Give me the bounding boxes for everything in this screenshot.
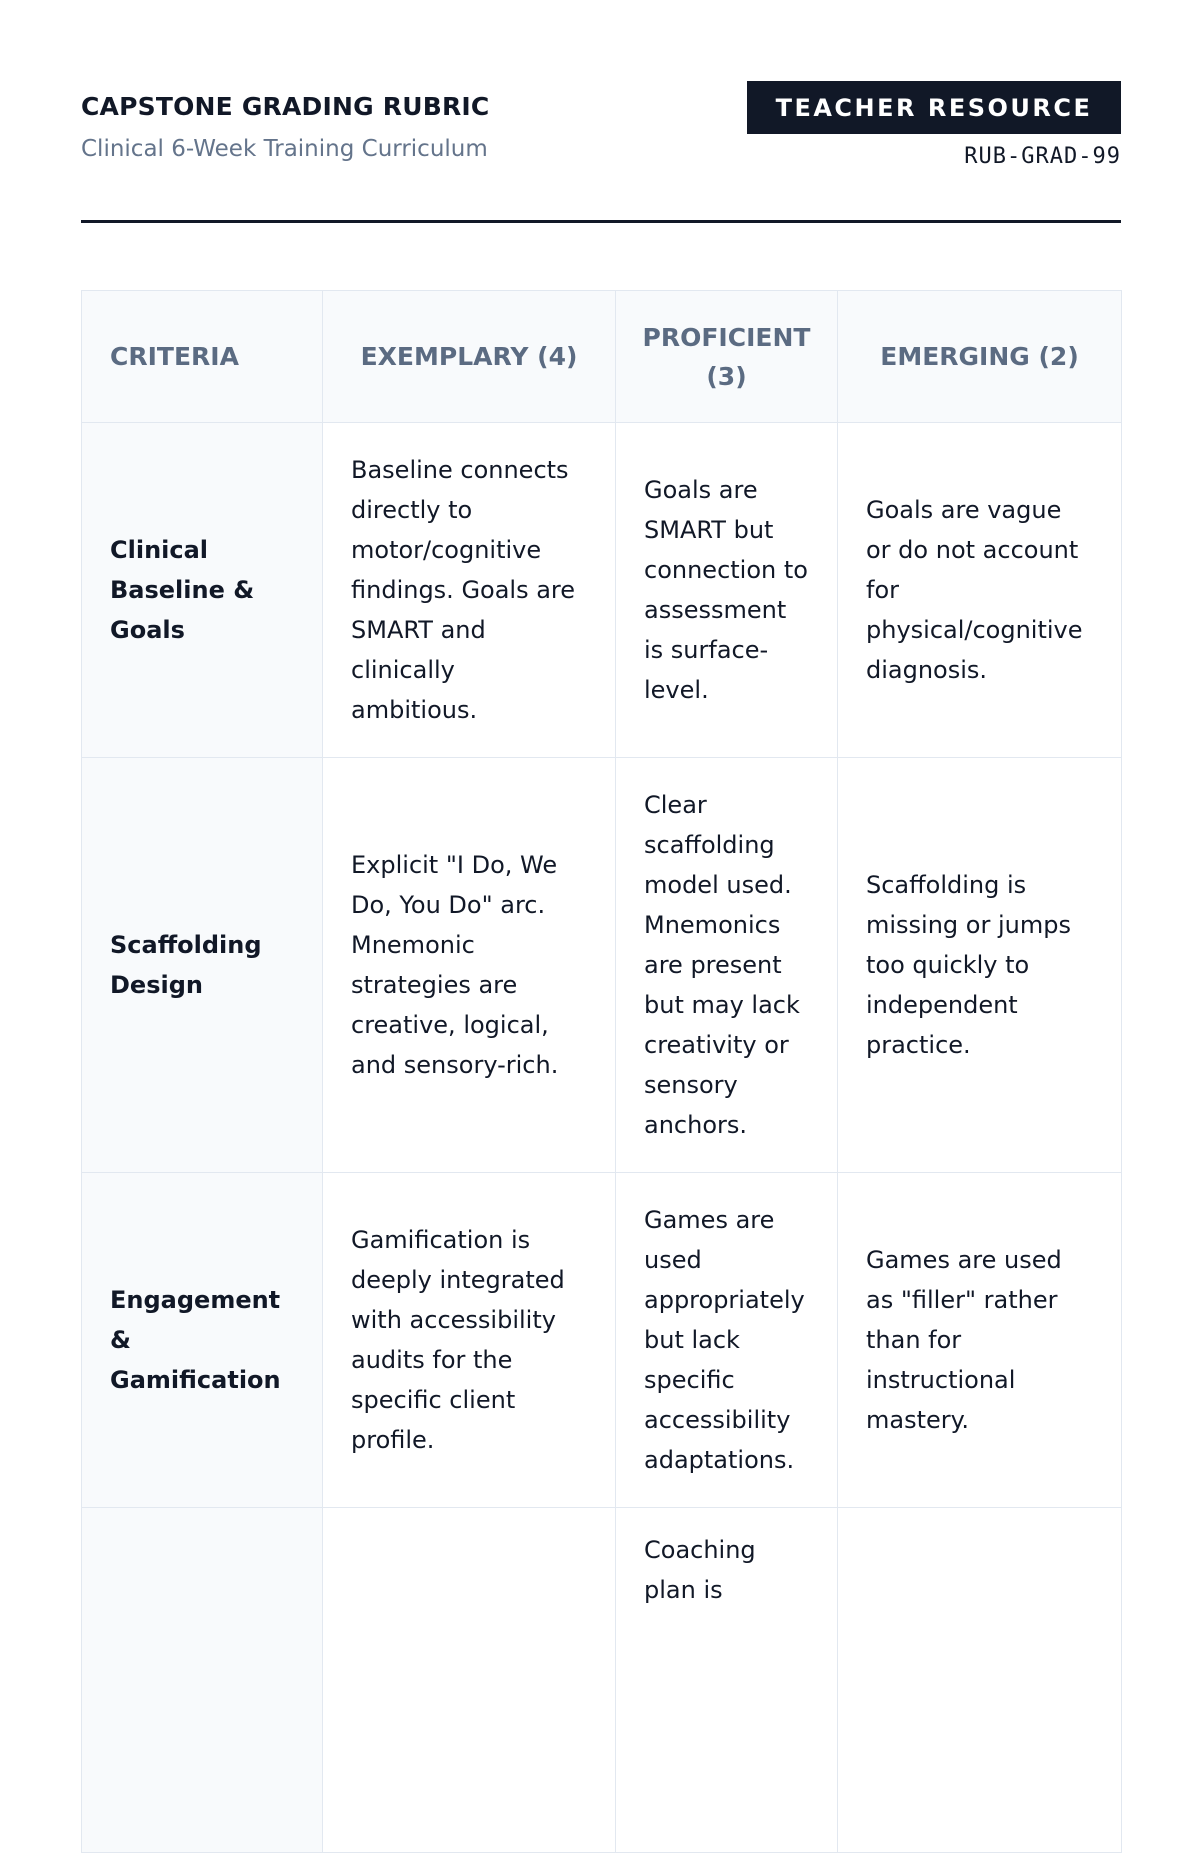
document-code: RUB-GRAD-99 bbox=[964, 144, 1121, 169]
criterion-cell: Engagement & Gamification bbox=[82, 1173, 323, 1508]
criterion-cell: Scaffolding Design bbox=[82, 758, 323, 1173]
emerging-cell: Games are used as "filler" rather than for instructional mastery. bbox=[838, 1173, 1122, 1508]
table-row bbox=[82, 423, 1122, 758]
exemplary-cell: Explicit "I Do, We Do, You Do" arc. Mnemonic strategies are creative, logical, and sensory-rich. bbox=[323, 758, 616, 1173]
emerging-cell: Goals are vague or do not account for physical/cognitive diagnosis. bbox=[838, 423, 1122, 758]
exemplary-cell: Gamification is deeply integrated with accessibility audits for the specific client profile. bbox=[323, 1173, 616, 1508]
criterion-cell bbox=[82, 1508, 323, 1853]
column-header-criteria: CRITERIA bbox=[82, 291, 323, 423]
exemplary-cell bbox=[323, 1508, 616, 1853]
table-row bbox=[82, 1173, 1122, 1508]
emerging-cell: Scaffolding is missing or jumps too quickly to independent practice. bbox=[838, 758, 1122, 1173]
proficient-cell: Games are used appropriately but lack specific accessibility adaptations. bbox=[616, 1173, 838, 1508]
table-header-row bbox=[82, 291, 1122, 423]
teacher-resource-badge: TEACHER RESOURCE bbox=[747, 81, 1121, 134]
emerging-cell bbox=[838, 1508, 1122, 1853]
exemplary-cell: Baseline connects directly to motor/cognitive findings. Goals are SMART and clinically ambitious. bbox=[323, 423, 616, 758]
column-header-emerging: EMERGING (2) bbox=[838, 291, 1122, 423]
proficient-cell: Goals are SMART but connection to assessment is surface-level. bbox=[616, 423, 838, 758]
table-row bbox=[82, 758, 1122, 1173]
table-row bbox=[82, 1508, 1122, 1853]
proficient-cell: Coaching plan is bbox=[616, 1508, 838, 1853]
document-header bbox=[81, 0, 1121, 224]
page-subtitle: Clinical 6-Week Training Curriculum bbox=[81, 136, 488, 162]
column-header-exemplary: EXEMPLARY (4) bbox=[323, 291, 616, 423]
rubric-table bbox=[81, 290, 1122, 1853]
criterion-cell: Clinical Baseline & Goals bbox=[82, 423, 323, 758]
header-divider bbox=[81, 220, 1121, 223]
column-header-proficient: PROFICIENT (3) bbox=[616, 291, 838, 423]
proficient-cell: Clear scaffolding model used. Mnemonics are present but may lack creativity or sensory anchors. bbox=[616, 758, 838, 1173]
page-title: CAPSTONE GRADING RUBRIC bbox=[81, 92, 490, 121]
